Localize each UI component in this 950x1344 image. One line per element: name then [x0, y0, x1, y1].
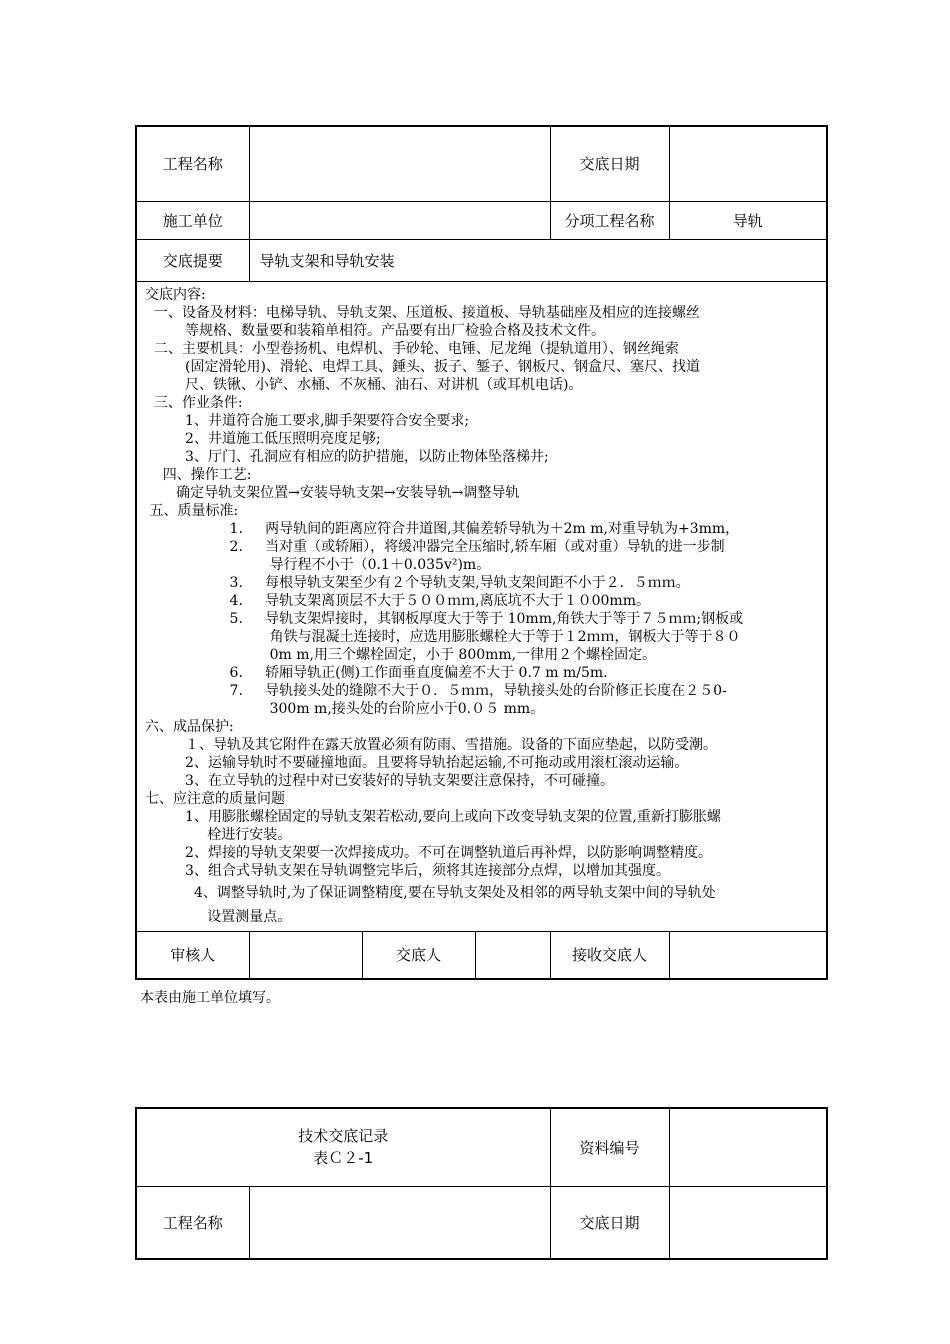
summary-field[interactable]: 导轨支架和导轨安装 — [249, 239, 827, 281]
content-line: 3. 每根导轨支架至少有２个导轨支架,导轨支架间距不小于２．５ｍｍ。 — [145, 574, 690, 591]
content-line: 3、组合式导轨支架在导轨调整完毕后，须将其连接部分点焊，以增加其强度。 — [145, 862, 670, 879]
content-line: 2、井道施工低压照明亮度足够; — [145, 430, 381, 447]
summary-label: 交底提要 — [136, 239, 249, 281]
project-name-field[interactable] — [249, 126, 550, 201]
content-line: 1. 两导轨间的距离应符合井道图,其偏差轿导轨为＋2m m,对重导轨为+3mm， — [145, 520, 740, 537]
content-line: 3、厅门、孔洞应有相应的防护措施，以防止物体坠落梯井; — [145, 448, 549, 465]
reviewer-label: 审核人 — [136, 931, 249, 979]
receiver-label: 接收交底人 — [550, 931, 669, 979]
content-line: 三、作业条件: — [145, 394, 243, 411]
content-line: 1、用膨胀螺栓固定的导轨支架若松动,要向上或向下改变导轨支架的位置,重新打膨胀螺 — [145, 808, 721, 825]
content-line: 角铁与混凝土连接时，应选用膨胀螺栓大于等于１2ｍｍ，钢板大于等于８０ — [145, 628, 741, 645]
content-line: 4. 导轨支架离顶层不大于５００ｍｍ,离底坑不大于１０00mm。 — [145, 592, 650, 609]
content-line: 5. 导轨支架焊接时，其钢板厚度大于等于 10mm,角铁大于等于７５ｍｍ;钢板或 — [145, 610, 744, 627]
construction-unit-field[interactable] — [249, 201, 550, 239]
handover-date-field[interactable] — [669, 126, 827, 201]
subitem-name-label: 分项工程名称 — [550, 201, 669, 239]
record-subtitle: 表Ｃ２-1 — [313, 1149, 374, 1168]
doc-number-field[interactable] — [669, 1108, 827, 1186]
content-line: 7. 导轨接头处的缝隙不大于０．５ｍｍ，导轨接头处的台阶修正长度在２５0- — [145, 682, 727, 699]
content-line: 300m m,接头处的台阶应小于0.０５ mm。 — [145, 700, 545, 717]
doc-number-label: 资料编号 — [550, 1108, 669, 1186]
content-line: 6. 轿厢导轨正(侧)工作面垂直度偏差不大于 0.7 m m/5m. — [145, 664, 608, 681]
handover-date-label-2: 交底日期 — [550, 1186, 669, 1259]
content-line: 六、成品保护: — [145, 718, 234, 735]
content-line: 一、设备及材料：电梯导轨、导轨支架、压道板、接道板、导轨基础座及相应的连接螺丝 — [145, 304, 700, 321]
content-line: 2、运输导轨时不要碰撞地面。且要将导轨抬起运输,不可拖动或用滚杠滚动运输。 — [145, 754, 689, 771]
handover-date-label: 交底日期 — [550, 126, 669, 201]
handover-person-signature-field[interactable] — [475, 931, 550, 979]
reviewer-signature-field[interactable] — [249, 931, 362, 979]
record-title: 技术交底记录 — [298, 1127, 389, 1146]
technical-record-header-table — [135, 1107, 828, 1260]
content-line: 0m m,用三个螺栓固定，小于 800mm,一律用２个螺栓固定。 — [145, 646, 657, 663]
content-line: (固定滑轮用)、滑轮、电焊工具、錘头、扳子、錾子、钢板尺、钢盒尺、塞尺、找道 — [145, 358, 700, 375]
receiver-signature-field[interactable] — [669, 931, 827, 979]
content-line: 导行程不小于（0.1＋0.035v²)m。 — [145, 556, 491, 573]
construction-unit-label: 施工单位 — [136, 201, 249, 239]
project-name-field-2[interactable] — [249, 1186, 550, 1259]
content-line: 3、在立导轨的过程中对已安装好的导轨支架要注意保持，不可碰撞。 — [145, 772, 614, 789]
content-line: １、导轨及其它附件在露天放置必须有防雨、雪措施。设备的下面应垫起，以防受潮。 — [145, 736, 718, 753]
content-line: 1、井道符合施工要求,脚手架要符合安全要求; — [145, 412, 470, 429]
content-line: 确定导轨支架位置→安装导轨支架→安装导轨→调整导轨 — [145, 484, 520, 501]
handover-content — [136, 281, 827, 931]
content-line: 交底内容: — [145, 286, 206, 303]
content-line: 尺、铁锹、小铲、水桶、不灰桶、油石、对讲机（或耳机电话)。 — [145, 376, 583, 393]
handover-person-label: 交底人 — [362, 931, 475, 979]
handover-date-field-2[interactable] — [669, 1186, 827, 1259]
content-line: 4、调整导轨时,为了保证调整精度,要在导轨支架处及相邻的两导轨支架中间的导轨处 — [145, 884, 716, 901]
handover-form-table — [135, 125, 828, 980]
project-name-label-2: 工程名称 — [136, 1186, 249, 1259]
content-line: 等规格、数量要和装箱单相符。产品要有出厂检验合格及技术文件。 — [145, 322, 606, 339]
content-line: 栓进行安装。 — [145, 826, 292, 843]
record-title-cell — [136, 1108, 550, 1186]
content-line: 设置测量点。 — [145, 908, 292, 925]
content-line: 2、焊接的导轨支架要一次焊接成功。不可在调整轨道后再补焊，以防影响调整精度。 — [145, 844, 712, 861]
content-line: 七、应注意的质量问题 — [145, 790, 285, 807]
form-footnote: 本表由施工单位填写。 — [140, 990, 280, 1006]
content-line: 2. 当对重（或轿厢），将缓冲器完全压缩时,轿车厢（或对重）导轨的进一步制 — [145, 538, 725, 555]
project-name-label: 工程名称 — [136, 126, 249, 201]
subitem-name-field[interactable]: 导轨 — [669, 201, 827, 239]
content-line: 五、质量标准: — [145, 502, 239, 519]
content-line: 二、主要机具：小型卷扬机、电焊机、手砂轮、电锤、尼龙绳（提轨道用）、钢丝绳索 — [145, 340, 679, 357]
content-line: 四、操作工艺: — [145, 466, 252, 483]
